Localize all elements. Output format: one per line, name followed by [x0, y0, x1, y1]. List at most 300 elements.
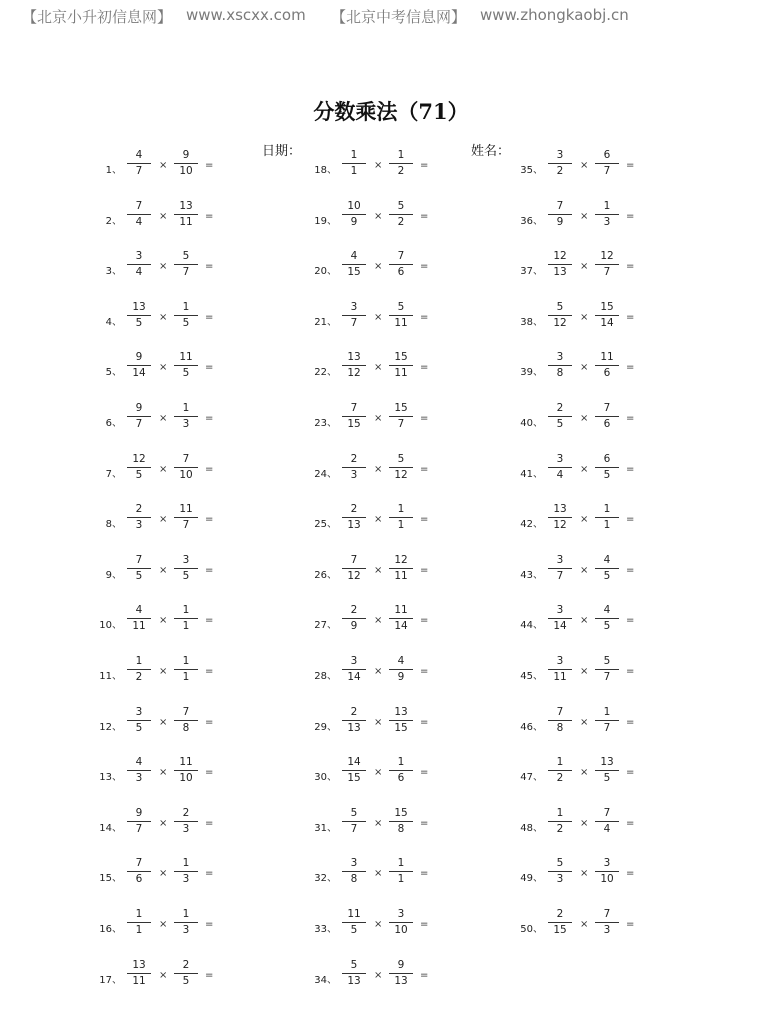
first-numerator: 13 [132, 958, 146, 971]
fraction-bar [127, 163, 151, 164]
equals-sign: = [626, 716, 635, 728]
first-numerator: 14 [347, 756, 361, 769]
second-denominator: 7 [603, 165, 611, 177]
fraction-bar [595, 365, 619, 366]
first-numerator: 3 [556, 351, 564, 364]
second-numerator: 11 [600, 351, 614, 364]
times-sign: × [374, 817, 383, 829]
fraction-bar [342, 568, 366, 569]
second-numerator: 11 [179, 756, 193, 769]
problem-item [509, 453, 739, 503]
second-numerator: 1 [182, 655, 190, 667]
second-numerator: 3 [397, 908, 405, 920]
times-sign: × [580, 362, 589, 374]
first-numerator: 5 [350, 806, 358, 819]
problem-number: 10、 [99, 620, 122, 632]
fraction-bar [595, 770, 619, 771]
first-denominator: 15 [347, 772, 361, 785]
first-numerator: 1 [556, 806, 564, 819]
first-denominator: 2 [556, 772, 564, 785]
second-denominator: 3 [182, 822, 190, 835]
equals-sign: = [420, 716, 429, 728]
first-denominator: 1 [350, 165, 358, 177]
equals-sign: = [205, 969, 214, 981]
fraction-bar [595, 821, 619, 822]
equals-sign: = [626, 413, 635, 424]
first-numerator: 7 [135, 553, 143, 566]
fraction-bar [174, 365, 198, 366]
second-numerator: 15 [394, 402, 408, 414]
times-sign: × [580, 463, 589, 475]
fraction-bar [342, 467, 366, 468]
equals-sign: = [420, 868, 429, 880]
second-fraction [174, 807, 198, 836]
first-numerator: 7 [135, 857, 143, 870]
first-fraction [127, 402, 151, 431]
second-denominator: 5 [603, 772, 611, 785]
problem-item [509, 200, 739, 250]
second-numerator: 5 [397, 452, 405, 465]
worksheet-title: 分数乘法（71） [313, 99, 469, 124]
first-numerator: 3 [556, 655, 564, 667]
equals-sign: = [626, 362, 635, 374]
fraction-bar [174, 871, 198, 872]
equals-sign: = [205, 463, 214, 475]
second-denominator: 3 [182, 924, 190, 936]
first-numerator: 3 [135, 705, 143, 718]
first-denominator: 7 [135, 822, 143, 835]
equals-sign: = [205, 160, 214, 171]
second-numerator: 5 [182, 250, 190, 263]
first-fraction [548, 706, 572, 735]
first-denominator: 3 [350, 468, 358, 481]
first-fraction [342, 554, 366, 583]
second-fraction [595, 604, 619, 633]
second-denominator: 3 [182, 418, 190, 430]
first-denominator: 5 [350, 924, 358, 936]
fraction-bar [342, 517, 366, 518]
equals-sign: = [420, 969, 429, 981]
problem-item [88, 149, 318, 199]
first-numerator: 7 [135, 199, 143, 212]
first-fraction [342, 301, 366, 330]
fraction-bar [342, 214, 366, 215]
second-fraction [389, 453, 413, 482]
first-numerator: 4 [135, 149, 143, 161]
first-numerator: 4 [135, 604, 143, 617]
times-sign: × [159, 514, 168, 526]
second-denominator: 1 [397, 519, 405, 532]
times-sign: × [374, 210, 383, 222]
first-numerator: 13 [553, 503, 567, 516]
first-fraction [127, 250, 151, 279]
first-denominator: 11 [132, 974, 146, 987]
second-numerator: 1 [397, 503, 405, 516]
fraction-bar [389, 365, 413, 366]
first-denominator: 1 [135, 924, 143, 936]
second-fraction [389, 301, 413, 330]
first-denominator: 9 [556, 215, 564, 228]
equals-sign: = [420, 514, 429, 526]
fraction-bar [389, 517, 413, 518]
second-fraction [174, 706, 198, 735]
header-site-name-2: 【北京中考信息网】 [331, 8, 467, 26]
first-numerator: 3 [556, 553, 564, 566]
first-denominator: 3 [135, 772, 143, 785]
first-fraction [127, 706, 151, 735]
problem-number: 41、 [520, 468, 543, 480]
second-numerator: 1 [397, 756, 405, 769]
first-denominator: 12 [347, 367, 361, 380]
second-fraction [389, 756, 413, 785]
equals-sign: = [626, 868, 635, 880]
equals-sign: = [205, 362, 214, 374]
date-label: 日期： [262, 144, 302, 159]
second-denominator: 10 [394, 924, 408, 936]
problem-item [509, 503, 739, 553]
fraction-bar [389, 973, 413, 974]
equals-sign: = [626, 817, 635, 829]
header-site-name-1: 【北京小升初信息网】 [22, 8, 173, 26]
problem-number: 26、 [314, 569, 337, 581]
problem-number: 39、 [520, 367, 543, 379]
header-url-2[interactable]: www.zhongkaobj.cn [480, 6, 629, 24]
problem-number: 20、 [314, 266, 337, 278]
second-fraction [174, 756, 198, 785]
second-numerator: 4 [603, 553, 611, 566]
second-denominator: 7 [603, 671, 611, 683]
fraction-bar [595, 720, 619, 721]
first-fraction [127, 807, 151, 836]
equals-sign: = [626, 160, 635, 171]
first-numerator: 3 [350, 300, 358, 313]
first-numerator: 7 [556, 199, 564, 212]
times-sign: × [374, 160, 383, 171]
equals-sign: = [626, 261, 635, 273]
fraction-bar [174, 618, 198, 619]
second-denominator: 5 [603, 569, 611, 582]
second-denominator: 1 [603, 519, 611, 532]
second-denominator: 7 [397, 418, 405, 430]
first-numerator: 9 [135, 806, 143, 819]
first-fraction [548, 554, 572, 583]
first-denominator: 4 [135, 266, 143, 279]
second-fraction [389, 200, 413, 229]
problem-number: 29、 [314, 721, 337, 733]
fraction-bar [127, 973, 151, 974]
times-sign: × [374, 463, 383, 475]
second-numerator: 4 [603, 604, 611, 617]
second-fraction [595, 756, 619, 785]
times-sign: × [159, 767, 168, 779]
second-numerator: 9 [397, 958, 405, 971]
second-numerator: 15 [394, 806, 408, 819]
fraction-bar [595, 922, 619, 923]
problem-item [303, 908, 533, 958]
equals-sign: = [626, 311, 635, 323]
second-fraction [174, 351, 198, 380]
second-numerator: 1 [182, 402, 190, 414]
first-denominator: 7 [135, 165, 143, 177]
fraction-bar [548, 467, 572, 468]
first-denominator: 5 [135, 721, 143, 734]
first-numerator: 5 [556, 300, 564, 313]
first-denominator: 3 [556, 873, 564, 886]
problem-number: 28、 [314, 671, 337, 682]
first-denominator: 2 [556, 165, 564, 177]
problem-number: 42、 [520, 519, 543, 531]
fraction-bar [127, 315, 151, 316]
problem-number: 6、 [105, 418, 122, 429]
equals-sign: = [205, 210, 214, 222]
times-sign: × [159, 261, 168, 273]
fraction-bar [174, 669, 198, 670]
problem-item [509, 250, 739, 300]
equals-sign: = [420, 919, 429, 930]
problem-number: 8、 [105, 519, 122, 531]
second-fraction [389, 351, 413, 380]
first-fraction [127, 149, 151, 178]
second-denominator: 11 [179, 215, 193, 228]
problem-item [509, 402, 739, 452]
first-fraction [342, 756, 366, 785]
times-sign: × [374, 868, 383, 880]
problem-number: 35、 [520, 165, 543, 176]
times-sign: × [159, 463, 168, 475]
times-sign: × [580, 514, 589, 526]
fraction-bar [595, 264, 619, 265]
first-numerator: 1 [556, 756, 564, 769]
header-url-1[interactable]: www.xscxx.com [186, 6, 306, 24]
fraction-bar [127, 214, 151, 215]
second-denominator: 14 [600, 316, 614, 329]
times-sign: × [159, 413, 168, 424]
equals-sign: = [420, 615, 429, 627]
fraction-bar [548, 163, 572, 164]
fraction-bar [342, 315, 366, 316]
second-numerator: 1 [603, 199, 611, 212]
second-fraction [595, 807, 619, 836]
first-denominator: 13 [347, 519, 361, 532]
first-denominator: 7 [350, 822, 358, 835]
second-denominator: 12 [394, 468, 408, 481]
times-sign: × [159, 817, 168, 829]
problem-item [303, 655, 533, 705]
problem-item [509, 706, 739, 756]
problem-number: 13、 [99, 772, 122, 784]
second-fraction [389, 554, 413, 583]
second-numerator: 1 [182, 300, 190, 313]
times-sign: × [374, 413, 383, 424]
problem-item [303, 554, 533, 604]
first-numerator: 1 [350, 149, 358, 161]
problem-item [303, 149, 533, 199]
second-denominator: 11 [394, 367, 408, 380]
equals-sign: = [420, 666, 429, 677]
problem-number: 47、 [520, 772, 543, 784]
second-numerator: 1 [603, 503, 611, 516]
first-fraction [342, 807, 366, 836]
second-fraction [174, 402, 198, 431]
times-sign: × [159, 564, 168, 576]
second-numerator: 15 [600, 300, 614, 313]
times-sign: × [374, 564, 383, 576]
second-denominator: 7 [603, 266, 611, 279]
first-numerator: 3 [556, 452, 564, 465]
times-sign: × [580, 716, 589, 728]
second-fraction [174, 149, 198, 178]
second-fraction [174, 908, 198, 937]
equals-sign: = [205, 868, 214, 880]
fraction-bar [548, 365, 572, 366]
second-denominator: 5 [603, 468, 611, 481]
fraction-bar [174, 973, 198, 974]
times-sign: × [580, 261, 589, 273]
times-sign: × [374, 615, 383, 627]
fraction-bar [127, 365, 151, 366]
fraction-bar [342, 821, 366, 822]
fraction-bar [342, 365, 366, 366]
problem-item [88, 301, 318, 351]
first-denominator: 13 [347, 721, 361, 734]
second-numerator: 7 [603, 402, 611, 414]
first-denominator: 2 [556, 822, 564, 835]
fraction-bar [342, 264, 366, 265]
first-fraction [127, 959, 151, 988]
first-numerator: 2 [556, 402, 564, 414]
problem-item [303, 756, 533, 806]
first-numerator: 13 [132, 300, 146, 313]
problem-item [88, 604, 318, 654]
second-numerator: 13 [179, 199, 193, 212]
first-denominator: 4 [556, 468, 564, 481]
fraction-bar [389, 264, 413, 265]
first-denominator: 4 [135, 215, 143, 228]
second-denominator: 9 [397, 671, 405, 683]
first-fraction [342, 503, 366, 532]
equals-sign: = [420, 311, 429, 323]
first-denominator: 8 [556, 721, 564, 734]
fraction-bar [389, 568, 413, 569]
first-denominator: 9 [350, 215, 358, 228]
equals-sign: = [205, 311, 214, 323]
problem-item [88, 756, 318, 806]
fraction-bar [127, 618, 151, 619]
fraction-bar [389, 770, 413, 771]
second-numerator: 11 [179, 503, 193, 516]
problem-item [88, 908, 318, 958]
second-denominator: 5 [603, 620, 611, 633]
times-sign: × [580, 817, 589, 829]
equals-sign: = [205, 514, 214, 526]
problem-item [303, 351, 533, 401]
fraction-bar [342, 770, 366, 771]
second-denominator: 2 [397, 215, 405, 228]
fraction-bar [342, 416, 366, 417]
problem-number: 23、 [314, 418, 337, 429]
problem-number: 38、 [520, 316, 543, 328]
first-fraction [342, 453, 366, 482]
first-fraction [548, 453, 572, 482]
problem-item [509, 908, 739, 958]
problem-number: 30、 [314, 772, 337, 784]
problem-item [88, 857, 318, 907]
equals-sign: = [205, 261, 214, 273]
first-denominator: 15 [553, 924, 567, 936]
second-denominator: 5 [182, 367, 190, 380]
problem-item [509, 655, 739, 705]
first-numerator: 12 [132, 452, 146, 465]
first-numerator: 3 [135, 250, 143, 263]
first-numerator: 5 [556, 857, 564, 870]
first-numerator: 3 [556, 149, 564, 161]
second-denominator: 2 [397, 165, 405, 177]
fraction-bar [548, 821, 572, 822]
equals-sign: = [205, 564, 214, 576]
problem-item [303, 706, 533, 756]
second-fraction [595, 857, 619, 886]
first-denominator: 13 [347, 974, 361, 987]
fraction-bar [127, 517, 151, 518]
fraction-bar [174, 770, 198, 771]
problem-number: 14、 [99, 822, 122, 834]
second-numerator: 4 [397, 655, 405, 667]
problem-item [509, 857, 739, 907]
problem-number: 24、 [314, 468, 337, 480]
times-sign: × [159, 210, 168, 222]
equals-sign: = [626, 615, 635, 627]
first-fraction [548, 503, 572, 532]
first-fraction [127, 554, 151, 583]
problem-number: 4、 [105, 316, 122, 328]
times-sign: × [374, 514, 383, 526]
problem-number: 27、 [314, 620, 337, 632]
second-fraction [174, 250, 198, 279]
second-numerator: 1 [182, 604, 190, 617]
second-numerator: 3 [603, 857, 611, 870]
times-sign: × [159, 868, 168, 880]
first-fraction [342, 200, 366, 229]
times-sign: × [159, 362, 168, 374]
first-numerator: 3 [556, 604, 564, 617]
second-denominator: 8 [397, 822, 405, 835]
second-numerator: 2 [182, 806, 190, 819]
first-fraction [342, 706, 366, 735]
problem-number: 50、 [520, 924, 543, 935]
first-fraction [342, 351, 366, 380]
first-denominator: 14 [347, 671, 361, 683]
problem-item [509, 554, 739, 604]
second-fraction [174, 301, 198, 330]
problem-item [88, 351, 318, 401]
fraction-bar [389, 922, 413, 923]
fraction-bar [127, 669, 151, 670]
fraction-bar [174, 163, 198, 164]
times-sign: × [580, 767, 589, 779]
equals-sign: = [205, 413, 214, 424]
problem-number: 45、 [520, 671, 543, 682]
second-numerator: 7 [603, 908, 611, 920]
first-denominator: 5 [135, 569, 143, 582]
first-fraction [127, 200, 151, 229]
times-sign: × [580, 919, 589, 930]
fraction-bar [595, 618, 619, 619]
first-fraction [548, 402, 572, 431]
fraction-bar [548, 618, 572, 619]
fraction-bar [174, 517, 198, 518]
fraction-bar [389, 821, 413, 822]
first-denominator: 8 [556, 367, 564, 380]
